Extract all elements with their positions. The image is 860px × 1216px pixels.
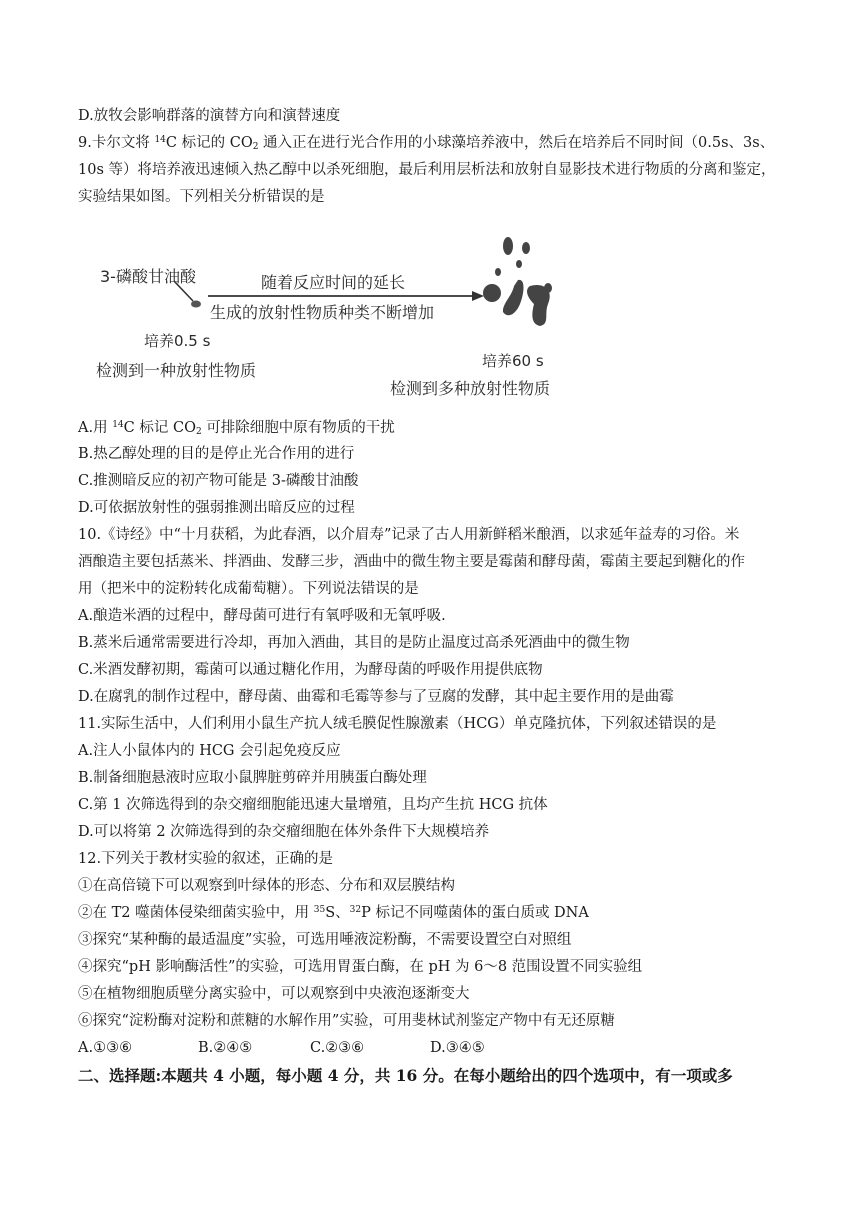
- q10-stem-line3: 用（把米中的淀粉转化成葡萄糖）。下列说法错误的是: [78, 581, 419, 597]
- q12-option-d: D.③④⑤: [430, 1040, 485, 1056]
- arrow-label-top: 随着反应时间的延长: [261, 273, 406, 292]
- right-time-label: 培养60 s: [482, 352, 544, 370]
- q12-options: [78, 1038, 790, 1058]
- section-2-heading: 二、选择题:本题共 4 小题，每小题 4 分，共 16 分。在每小题给出的四个选项中，有一项或多: [78, 1066, 733, 1085]
- q9-option-a: A.用 $^{14}$C 标记 $CO_2$ 可排除细胞中原有物质的干扰: [78, 420, 395, 437]
- q10-option-c: C.米酒发酵初期，霉菌可以通过糖化作用，为酵母菌的呼吸作用提供底物: [78, 662, 543, 678]
- q11-option-d: D.可以将第 2 次筛选得到的杂交瘤细胞在体外条件下大规模培养: [78, 824, 490, 840]
- q10-option-d: D.在腐乳的制作过程中，酵母菌、曲霉和毛霉等参与了豆腐的发酵，其中起主要作用的是曲霉: [78, 689, 674, 705]
- q12-item-5: ⑤在植物细胞质壁分离实验中，可以观察到中央液泡逐渐变大: [78, 986, 470, 1002]
- q11-option-c: C.第 1 次筛选得到的杂交瘤细胞能迅速大量增殖，且均产生抗 HCG 抗体: [78, 797, 548, 813]
- q12-item-4: ④探究“pH 影响酶活性”的实验，可选用胃蛋白酶，在 pH 为 6～8 范围设置不同实验组: [78, 959, 643, 975]
- q9-stem-line3: 实验结果如图。下列相关分析错误的是: [78, 189, 325, 205]
- q10-option-a: A.酿造米酒的过程中，酵母菌可进行有氧呼吸和无氧呼吸.: [78, 608, 446, 624]
- left-time-label: 培养0.5 s: [144, 332, 211, 350]
- right-result-label: 检测到多种放射性物质: [390, 379, 551, 398]
- q12-option-a: A.①③⑥: [78, 1040, 133, 1056]
- q12-item-6: ⑥探究“淀粉酶对淀粉和蔗糖的水解作用”实验，可用斐林试剂鉴定产物中有无还原糖: [78, 1013, 615, 1029]
- time-arrow-head: [472, 291, 484, 301]
- q10-option-b: B.蒸米后通常需要进行冷却，再加入酒曲，其目的是防止温度过高杀死酒曲中的微生物: [78, 635, 630, 651]
- label-3pga: 3-磷酸甘油酸: [100, 267, 196, 286]
- q11-option-a: A.注人小鼠体内的 HCG 会引起免疫反应: [78, 743, 341, 759]
- q11-option-b: B.制备细胞悬液时应取小鼠脾脏剪碎并用胰蛋白酶处理: [78, 770, 427, 786]
- q12-option-b: B.②④⑤: [198, 1040, 253, 1056]
- q8-option-d: D.放牧会影响群落的演替方向和演替速度: [78, 108, 341, 124]
- q10-stem-line2: 酒酿造主要包括蒸米、拌酒曲、发酵三步，酒曲中的微生物主要是霉菌和酵母菌，霉菌主要起到糖化的作: [78, 554, 745, 570]
- q9-option-d: D.可依据放射性的强弱推测出暗反应的过程: [78, 500, 355, 516]
- q9-option-b: B.热乙醇处理的目的是停止光合作用的进行: [78, 446, 355, 462]
- arrow-label-bottom: 生成的放射性物质种类不断增加: [210, 303, 435, 322]
- q12-item-2: ②在 T2 噬菌体侵染细菌实验中，用 $^{35}$S、$^{32}$P 标记不同噬菌体的蛋白质或 DNA: [78, 905, 589, 921]
- q12-item-1: ①在高倍镜下可以观察到叶绿体的形态、分布和双层膜结构: [78, 878, 455, 894]
- multiple-spots: [483, 237, 552, 326]
- single-spot: [191, 301, 201, 308]
- q11-stem: 11.实际生活中，人们利用小鼠生产抗人绒毛膜促性腺激素（HCG）单克隆抗体，下列叙述错误的是: [78, 716, 717, 732]
- q12-option-c: C.②③⑥: [310, 1040, 365, 1056]
- q9-stem-line2: 10s 等）将培养液迅速倾入热乙醇中以杀死细胞，最后利用层析法和放射自显影技术进行物质的分离和鉴定，: [78, 162, 776, 178]
- calvin-experiment-figure: [78, 224, 598, 404]
- q12-item-3: ③探究“某种酶的最适温度”实验，可选用唾液淀粉酶，不需要设置空白对照组: [78, 932, 572, 948]
- q12-stem: 12.下列关于教材实验的叙述，正确的是: [78, 851, 334, 867]
- q10-stem-line1: 10.《诗经》中“十月获稻，为此春酒，以介眉寿”记录了古人用新鲜稻米酿酒，以求延年益寿的习俗。米: [78, 527, 740, 543]
- q9-stem-line1: 9.卡尔文将 $^{14}$C 标记的 $CO_2$ 通入正在进行光合作用的小球藻培养液中，然后在培养后不同时间（0.5s、3s、: [78, 135, 775, 152]
- left-result-label: 检测到一种放射性物质: [96, 361, 257, 380]
- q9-option-c: C.推测暗反应的初产物可能是 3-磷酸甘油酸: [78, 473, 359, 489]
